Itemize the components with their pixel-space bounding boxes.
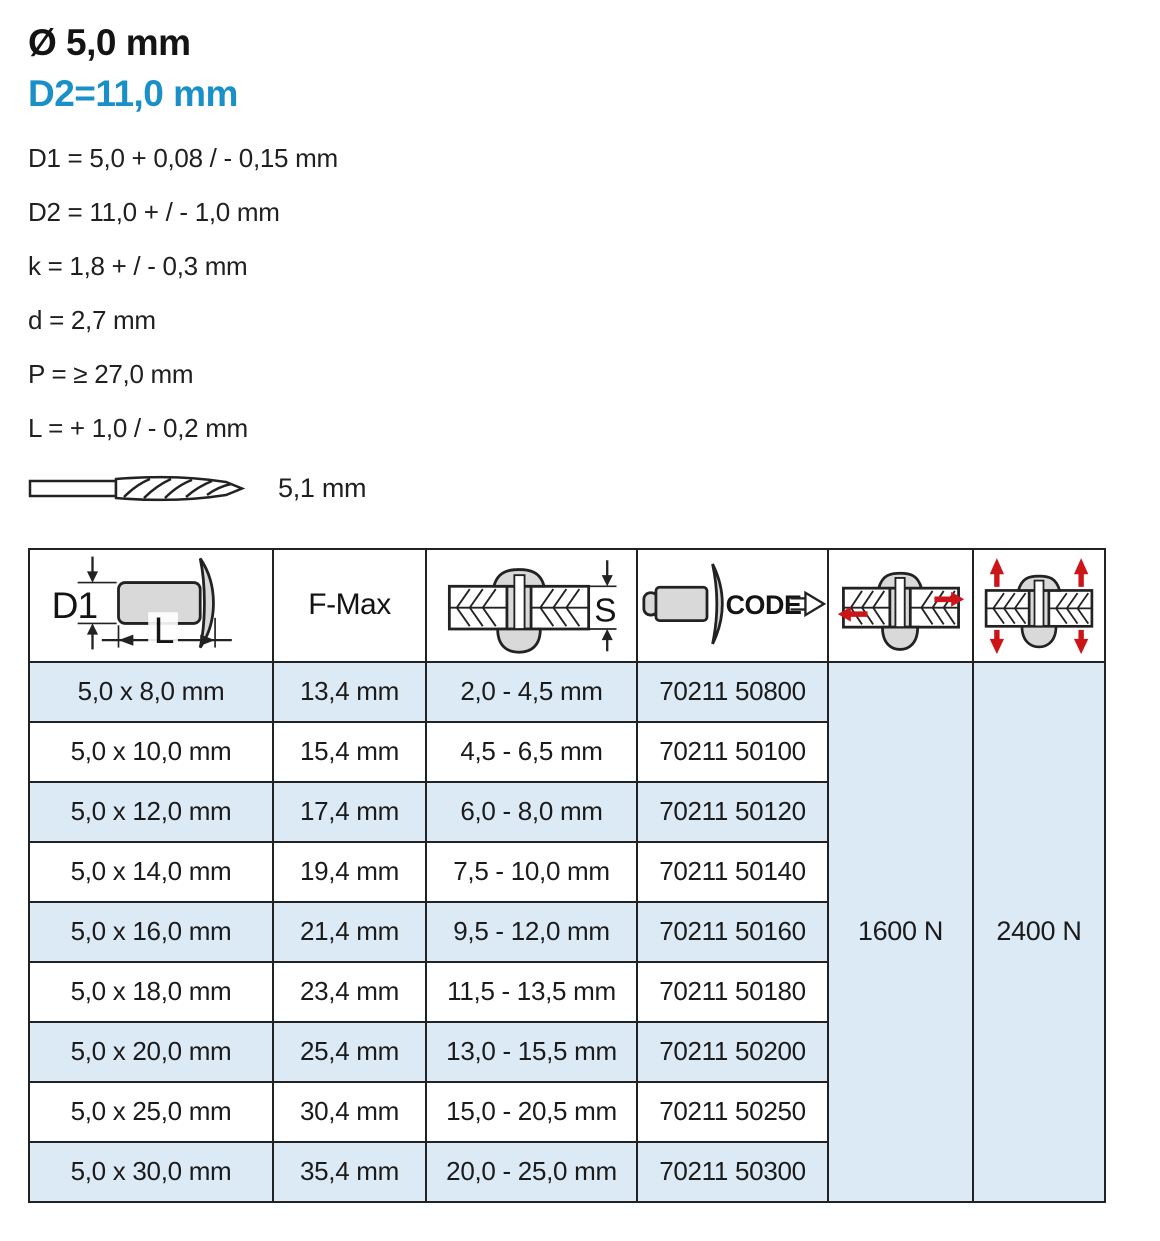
- cell-dimension: 5,0 x 14,0 mm: [29, 842, 273, 902]
- dimension-d1-label: D1: [51, 583, 98, 626]
- cell-code: 70211 50200: [637, 1022, 828, 1082]
- drill-size-row: [28, 468, 1160, 510]
- spec-list: [28, 144, 1160, 442]
- table-body: [29, 662, 1105, 1202]
- page-title-diameter: Ø 5,0 mm: [28, 22, 191, 63]
- spec-line-d1: D1 = 5,0 + 0,08 / - 0,15 mm: [28, 142, 338, 173]
- code-label: CODE: [725, 589, 801, 620]
- header-cell-code: [637, 549, 828, 662]
- cell-grip: 20,0 - 25,0 mm: [426, 1142, 637, 1202]
- spec-line-d2: D2 = 11,0 + / - 1,0 mm: [28, 196, 280, 227]
- cell-code: 70211 50100: [637, 722, 828, 782]
- cell-code: 70211 50140: [637, 842, 828, 902]
- fmax-label: F-Max: [308, 588, 391, 622]
- cell-dimension: 5,0 x 30,0 mm: [29, 1142, 273, 1202]
- header-cell-shear: [828, 549, 973, 662]
- header-cell-dimension: [29, 549, 273, 662]
- cell-dimension: 5,0 x 20,0 mm: [29, 1022, 273, 1082]
- cell-fmax: 15,4 mm: [273, 722, 426, 782]
- cell-dimension: 5,0 x 10,0 mm: [29, 722, 273, 782]
- rivet-dimension-diagram: [36, 551, 266, 655]
- cell-code: 70211 50800: [637, 662, 828, 722]
- rivet-code-diagram: [639, 551, 827, 655]
- cell-dimension: 5,0 x 25,0 mm: [29, 1082, 273, 1142]
- header-cell-fmax: [273, 549, 426, 662]
- tensile-strength-value: 2400 N: [973, 662, 1105, 1202]
- header-cell-grip: [426, 549, 637, 662]
- rivet-tensile-load-diagram: [977, 551, 1101, 655]
- rivet-grip-range-diagram: [433, 551, 631, 655]
- cell-fmax: 25,4 mm: [273, 1022, 426, 1082]
- spec-line-d: d = 2,7 mm: [28, 304, 156, 335]
- cell-fmax: 35,4 mm: [273, 1142, 426, 1202]
- drill-bit-icon: [28, 471, 250, 507]
- cell-fmax: 21,4 mm: [273, 902, 426, 962]
- table-row: [29, 662, 1105, 722]
- grip-s-label: S: [593, 592, 616, 630]
- cell-fmax: 17,4 mm: [273, 782, 426, 842]
- cell-dimension: 5,0 x 18,0 mm: [29, 962, 273, 1022]
- cell-dimension: 5,0 x 12,0 mm: [29, 782, 273, 842]
- cell-code: 70211 50250: [637, 1082, 828, 1142]
- cell-code: 70211 50300: [637, 1142, 828, 1202]
- spec-line-p: P = ≥ 27,0 mm: [28, 358, 194, 389]
- rivet-shear-load-diagram: [832, 551, 970, 655]
- cell-dimension: 5,0 x 8,0 mm: [29, 662, 273, 722]
- cell-grip: 9,5 - 12,0 mm: [426, 902, 637, 962]
- cell-code: 70211 50180: [637, 962, 828, 1022]
- cell-grip: 11,5 - 13,5 mm: [426, 962, 637, 1022]
- cell-fmax: 23,4 mm: [273, 962, 426, 1022]
- cell-dimension: 5,0 x 16,0 mm: [29, 902, 273, 962]
- cell-fmax: 13,4 mm: [273, 662, 426, 722]
- cell-grip: 13,0 - 15,5 mm: [426, 1022, 637, 1082]
- cell-grip: 6,0 - 8,0 mm: [426, 782, 637, 842]
- cell-fmax: 19,4 mm: [273, 842, 426, 902]
- cell-grip: 4,5 - 6,5 mm: [426, 722, 637, 782]
- spec-line-l: L = + 1,0 / - 0,2 mm: [28, 412, 248, 443]
- header-cell-tensile: [973, 549, 1105, 662]
- cell-code: 70211 50120: [637, 782, 828, 842]
- drill-size-label: 5,1 mm: [278, 473, 367, 504]
- cell-fmax: 30,4 mm: [273, 1082, 426, 1142]
- cell-grip: 15,0 - 20,5 mm: [426, 1082, 637, 1142]
- cell-code: 70211 50160: [637, 902, 828, 962]
- shear-strength-value: 1600 N: [828, 662, 973, 1202]
- dimension-l-label: L: [153, 608, 174, 651]
- table-header: [29, 549, 1105, 662]
- page-title-d2: D2=11,0 mm: [28, 72, 238, 114]
- cell-grip: 2,0 - 4,5 mm: [426, 662, 637, 722]
- spec-line-k: k = 1,8 + / - 0,3 mm: [28, 250, 248, 281]
- rivet-spec-table: [28, 548, 1106, 1203]
- cell-grip: 7,5 - 10,0 mm: [426, 842, 637, 902]
